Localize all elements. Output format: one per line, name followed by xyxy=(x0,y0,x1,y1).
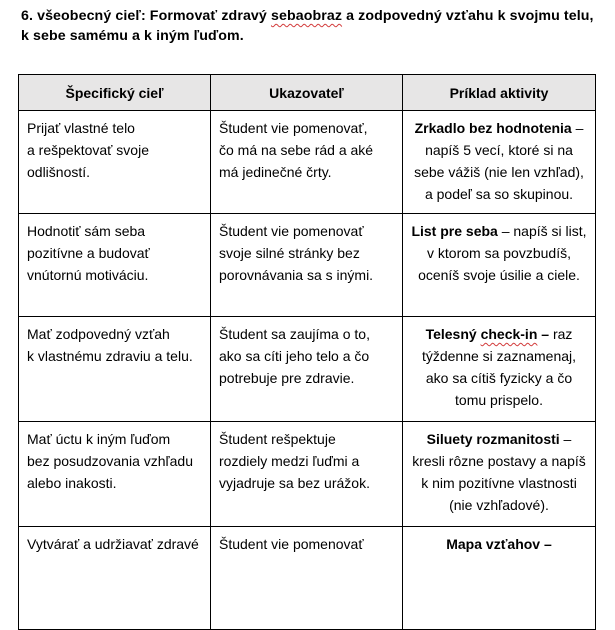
goals-table xyxy=(18,74,596,630)
heading-line1-suffix: a zodpovedný vzťahu k svojmu telu, xyxy=(342,8,594,24)
goal-cell: Mať úctu k iným ľuďom bez posudzovania vzhľadu alebo inakosti. xyxy=(19,422,211,527)
activity-title: Siluety rozmanitosti xyxy=(426,431,560,447)
heading-line1-prefix: 6. všeobecný cieľ: Formovať zdravý xyxy=(21,8,271,24)
table-header-row xyxy=(19,75,596,111)
activity-title-prefix: Telesný xyxy=(425,326,481,342)
activity-title xyxy=(426,326,550,342)
header-indicator: Ukazovateľ xyxy=(211,75,403,111)
activity-title-suffix: – xyxy=(537,326,550,342)
activity-cell xyxy=(403,111,596,214)
activity-text: – napíš si list, v ktorom sa povzbudíš, oceníš svoje úsilie a ciele. xyxy=(418,223,587,283)
activity-text: raz týždenne si zaznamenaj, ako sa cítiš fyzicky a čo tomu prispelo. xyxy=(421,326,577,408)
indicator-cell: Študent rešpektuje rozdiely medzi ľuďmi a vyjadruje sa bez urážok. xyxy=(211,422,403,527)
table-row xyxy=(19,317,596,422)
table-row xyxy=(19,111,596,214)
activity-text: – napíš 5 vecí, ktoré si na sebe vážiš (nie len vzhľad), a podeľ sa so skupinou. xyxy=(414,120,584,202)
indicator-cell: Študent vie pomenovať xyxy=(211,527,403,630)
activity-title-spellcheck-word: check-in xyxy=(480,326,538,342)
activity-title: List pre seba xyxy=(411,223,498,239)
table-row xyxy=(19,527,596,630)
heading-spellcheck-word: sebaobraz xyxy=(270,8,343,24)
activity-cell xyxy=(403,317,596,422)
activity-title: Mapa vzťahov – xyxy=(446,536,552,552)
goal-cell: Prijať vlastné telo a rešpektovať svoje odlišností. xyxy=(19,111,211,214)
goal-cell: Mať zodpovedný vzťah k vlastnému zdraviu a telu. xyxy=(19,317,211,422)
indicator-cell: Študent vie pomenovať svoje silné stránky bez porovnávania sa s inými. xyxy=(211,214,403,317)
activity-cell xyxy=(403,527,596,630)
table-row xyxy=(19,422,596,527)
table-row xyxy=(19,214,596,317)
heading-line2: k sebe samému a k iným ľuďom. xyxy=(21,28,244,44)
activity-cell xyxy=(403,214,596,317)
indicator-cell: Študent vie pomenovať, čo má na sebe rád a aké má jedinečné črty. xyxy=(211,111,403,214)
header-specific-goal: Špecifický cieľ xyxy=(19,75,211,111)
indicator-cell: Študent sa zaujíma o to, ako sa cíti jeho telo a čo potrebuje pre zdravie. xyxy=(211,317,403,422)
goal-cell: Vytvárať a udržiavať zdravé xyxy=(19,527,211,630)
activity-title: Zrkadlo bez hodnotenia xyxy=(414,120,572,136)
header-activity-example: Príklad aktivity xyxy=(403,75,596,111)
section-heading xyxy=(21,6,606,46)
activity-cell xyxy=(403,422,596,527)
goal-cell: Hodnotiť sám seba pozitívne a budovať vnútornú motiváciu. xyxy=(19,214,211,317)
activity-text: – kresli rôzne postavy a napíš k nim pozitívne vlastnosti (nie vzhľadové). xyxy=(412,431,586,513)
